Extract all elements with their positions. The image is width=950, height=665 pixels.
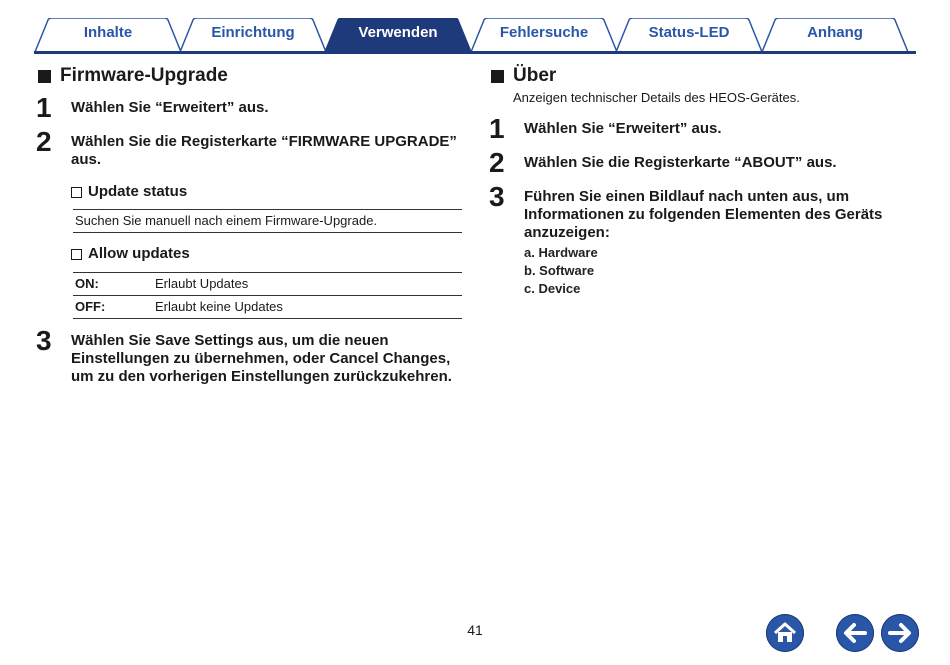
square-bullet-icon bbox=[491, 70, 504, 83]
arrow-left-icon bbox=[836, 614, 874, 652]
tab-anhang[interactable] bbox=[761, 18, 909, 52]
forward-button[interactable] bbox=[881, 614, 919, 652]
allow-updates-heading bbox=[71, 245, 464, 262]
step-number: 1 bbox=[489, 113, 505, 144]
tab-label: Anhang bbox=[807, 24, 863, 41]
home-button[interactable] bbox=[766, 614, 804, 652]
section-intro: Anzeigen technischer Details des HEOS-Gerätes. bbox=[513, 90, 800, 105]
tab-label: Inhalte bbox=[83, 24, 133, 41]
step-1 bbox=[36, 92, 464, 123]
list-item: c. Device bbox=[524, 281, 581, 296]
tab-label: Fehlersuche bbox=[499, 24, 589, 41]
tab-inhalte[interactable] bbox=[34, 18, 182, 52]
step-text: Wählen Sie “Erweitert” aus. bbox=[524, 120, 722, 137]
table-row bbox=[73, 210, 462, 233]
list-item: b. Software bbox=[524, 263, 595, 278]
subheading-text: Allow updates bbox=[88, 245, 190, 262]
step-1 bbox=[489, 113, 919, 144]
tab-fehlersuche[interactable] bbox=[470, 18, 618, 52]
step-number: 3 bbox=[36, 325, 52, 356]
arrow-right-icon bbox=[881, 614, 919, 652]
list-item: a. Hardware bbox=[524, 245, 598, 260]
subheading-text: Update status bbox=[88, 183, 188, 200]
step-2 bbox=[36, 126, 464, 169]
table-value: Erlaubt Updates bbox=[153, 273, 462, 296]
tab-label: Status-LED bbox=[648, 24, 730, 41]
step-text: Wählen Sie die Registerkarte “ABOUT” aus. bbox=[524, 154, 837, 171]
table-cell: Suchen Sie manuell nach einem Firmware-Upgrade. bbox=[73, 210, 462, 233]
about-section bbox=[489, 64, 919, 298]
tab-underline bbox=[34, 51, 916, 54]
step-number: 2 bbox=[36, 126, 52, 157]
section-title-text: Über bbox=[513, 65, 557, 86]
step-number: 2 bbox=[489, 147, 505, 178]
step-3 bbox=[36, 325, 464, 386]
update-status-heading bbox=[71, 183, 464, 200]
step-number: 3 bbox=[489, 181, 505, 212]
step-text: Wählen Sie Save Settings aus, um die neuen Einstellungen zu übernehmen, oder Cancel Changes, um zu den vorherigen Einstellungen zurückzukehren. bbox=[71, 332, 452, 385]
page-number: 41 bbox=[467, 622, 483, 638]
allow-updates-table bbox=[73, 272, 462, 319]
table-key: ON: bbox=[73, 273, 153, 296]
item-list bbox=[524, 244, 919, 298]
checkbox-bullet-icon bbox=[71, 187, 82, 198]
table-value: Erlaubt keine Updates bbox=[153, 296, 462, 319]
tab-label: Einrichtung bbox=[211, 24, 295, 41]
back-button[interactable] bbox=[836, 614, 874, 652]
table-row bbox=[73, 296, 462, 319]
checkbox-bullet-icon bbox=[71, 249, 82, 260]
tab-verwenden[interactable] bbox=[324, 18, 472, 52]
step-3 bbox=[489, 181, 919, 242]
square-bullet-icon bbox=[38, 70, 51, 83]
section-title bbox=[489, 64, 919, 88]
tab-status-led[interactable] bbox=[615, 18, 763, 52]
home-icon bbox=[766, 614, 804, 652]
tab-bar bbox=[34, 18, 916, 54]
section-title bbox=[36, 64, 464, 88]
firmware-upgrade-section bbox=[36, 64, 464, 386]
tab-einrichtung[interactable] bbox=[179, 18, 327, 52]
table-row bbox=[73, 273, 462, 296]
step-text: Führen Sie einen Bildlauf nach unten aus, um Informationen zu folgenden Elementen des Geräts anzuzeigen: bbox=[524, 188, 883, 241]
step-2 bbox=[489, 147, 919, 178]
step-number: 1 bbox=[36, 92, 52, 123]
step-text: Wählen Sie “Erweitert” aus. bbox=[71, 99, 269, 116]
update-status-table bbox=[73, 209, 462, 233]
tab-label: Verwenden bbox=[358, 24, 438, 41]
step-text: Wählen Sie die Registerkarte “FIRMWARE UPGRADE” aus. bbox=[71, 133, 457, 168]
table-key: OFF: bbox=[73, 296, 153, 319]
section-title-text: Firmware-Upgrade bbox=[60, 65, 228, 86]
